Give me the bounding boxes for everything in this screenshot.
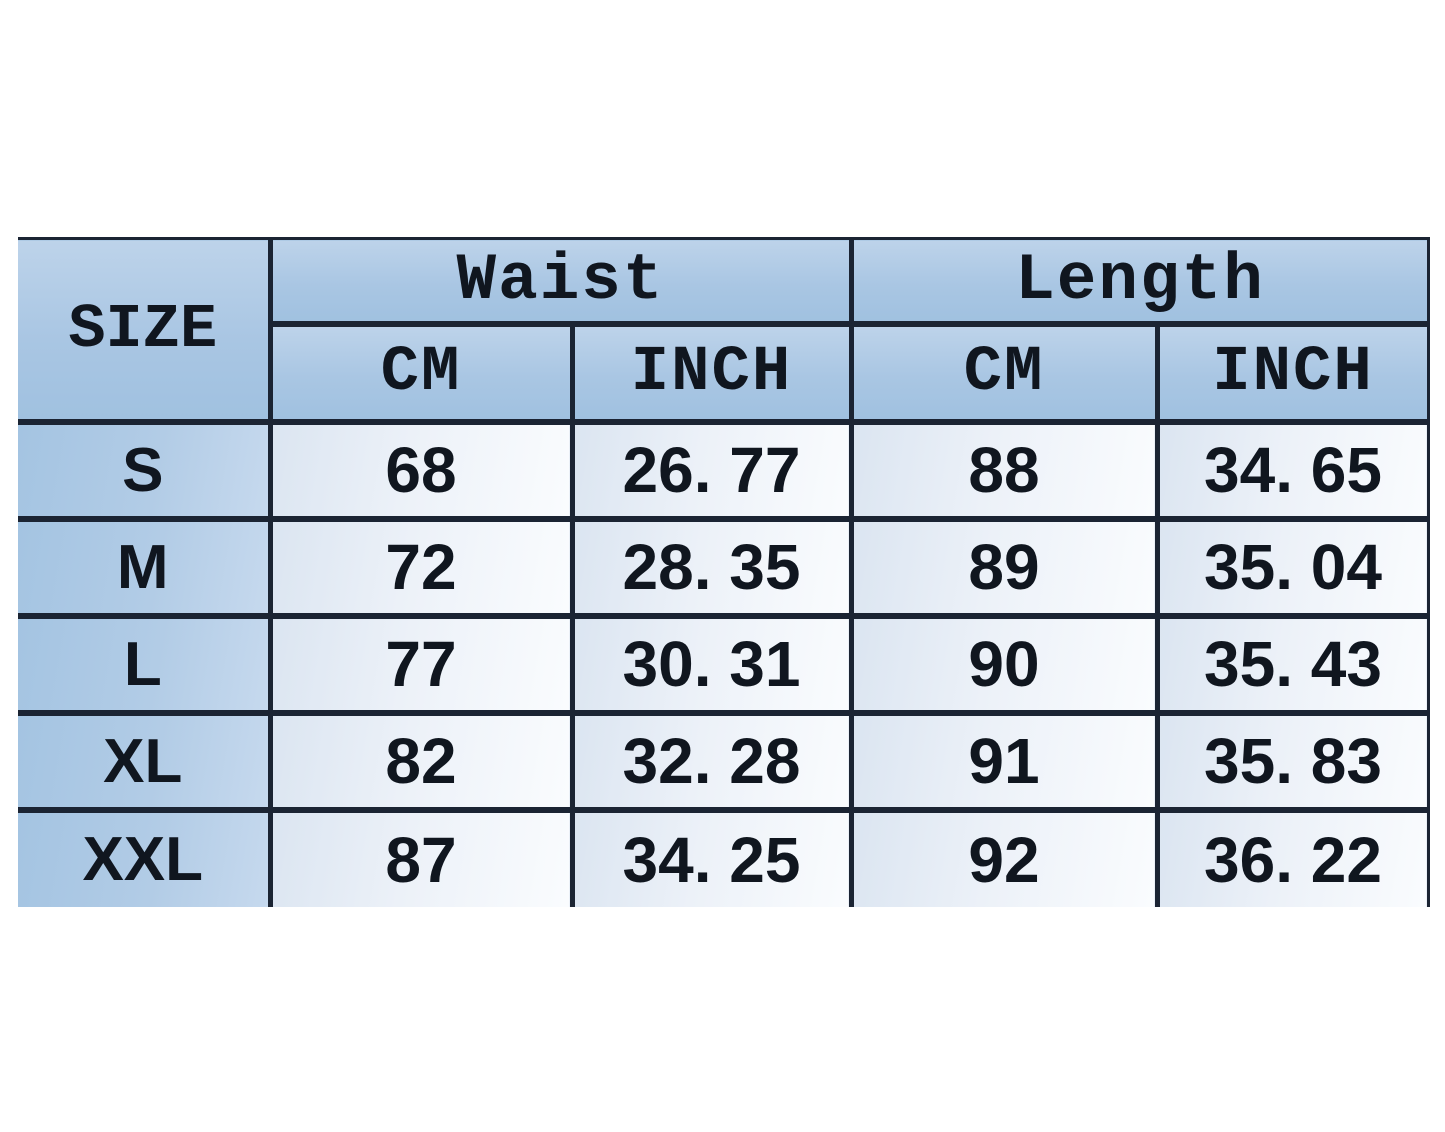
- value-cell-length-cm: 92: [851, 810, 1157, 907]
- table-row-m: [18, 519, 1428, 616]
- value-cell-waist-inch: 28. 35: [572, 519, 851, 616]
- value-cell-waist-inch: 30. 31: [572, 616, 851, 713]
- value-cell-length-cm: 90: [851, 616, 1157, 713]
- header-waist-cm: CM: [270, 324, 572, 422]
- size-label-l: L: [18, 616, 270, 713]
- size-label-xl: XL: [18, 713, 270, 810]
- value-cell-length-inch: 36. 22: [1157, 810, 1428, 907]
- size-label-s: S: [18, 422, 270, 519]
- value-cell-waist-inch: 26. 77: [572, 422, 851, 519]
- header-waist: Waist: [270, 239, 851, 324]
- value-cell-waist-inch: 32. 28: [572, 713, 851, 810]
- table-row-xl: [18, 713, 1428, 810]
- size-chart-table: [18, 237, 1430, 907]
- table-row-l: [18, 616, 1428, 713]
- value-cell-length-inch: 35. 04: [1157, 519, 1428, 616]
- table-row-s: [18, 422, 1428, 519]
- header-length-cm: CM: [851, 324, 1157, 422]
- value-cell-waist-inch: 34. 25: [572, 810, 851, 907]
- value-cell-length-cm: 91: [851, 713, 1157, 810]
- value-cell-waist-cm: 87: [270, 810, 572, 907]
- header-waist-inch: INCH: [572, 324, 851, 422]
- value-cell-waist-cm: 82: [270, 713, 572, 810]
- header-length-inch: INCH: [1157, 324, 1428, 422]
- value-cell-length-inch: 35. 83: [1157, 713, 1428, 810]
- size-label-xxl: XXL: [18, 810, 270, 907]
- value-cell-length-inch: 34. 65: [1157, 422, 1428, 519]
- value-cell-waist-cm: 77: [270, 616, 572, 713]
- table-body: [18, 422, 1428, 907]
- table-header: [18, 239, 1428, 422]
- header-size: SIZE: [18, 239, 270, 422]
- header-group-row: [18, 239, 1428, 324]
- table-row-xxl: [18, 810, 1428, 907]
- value-cell-length-cm: 89: [851, 519, 1157, 616]
- value-cell-waist-cm: 72: [270, 519, 572, 616]
- value-cell-length-inch: 35. 43: [1157, 616, 1428, 713]
- value-cell-waist-cm: 68: [270, 422, 572, 519]
- size-label-m: M: [18, 519, 270, 616]
- header-length: Length: [851, 239, 1428, 324]
- value-cell-length-cm: 88: [851, 422, 1157, 519]
